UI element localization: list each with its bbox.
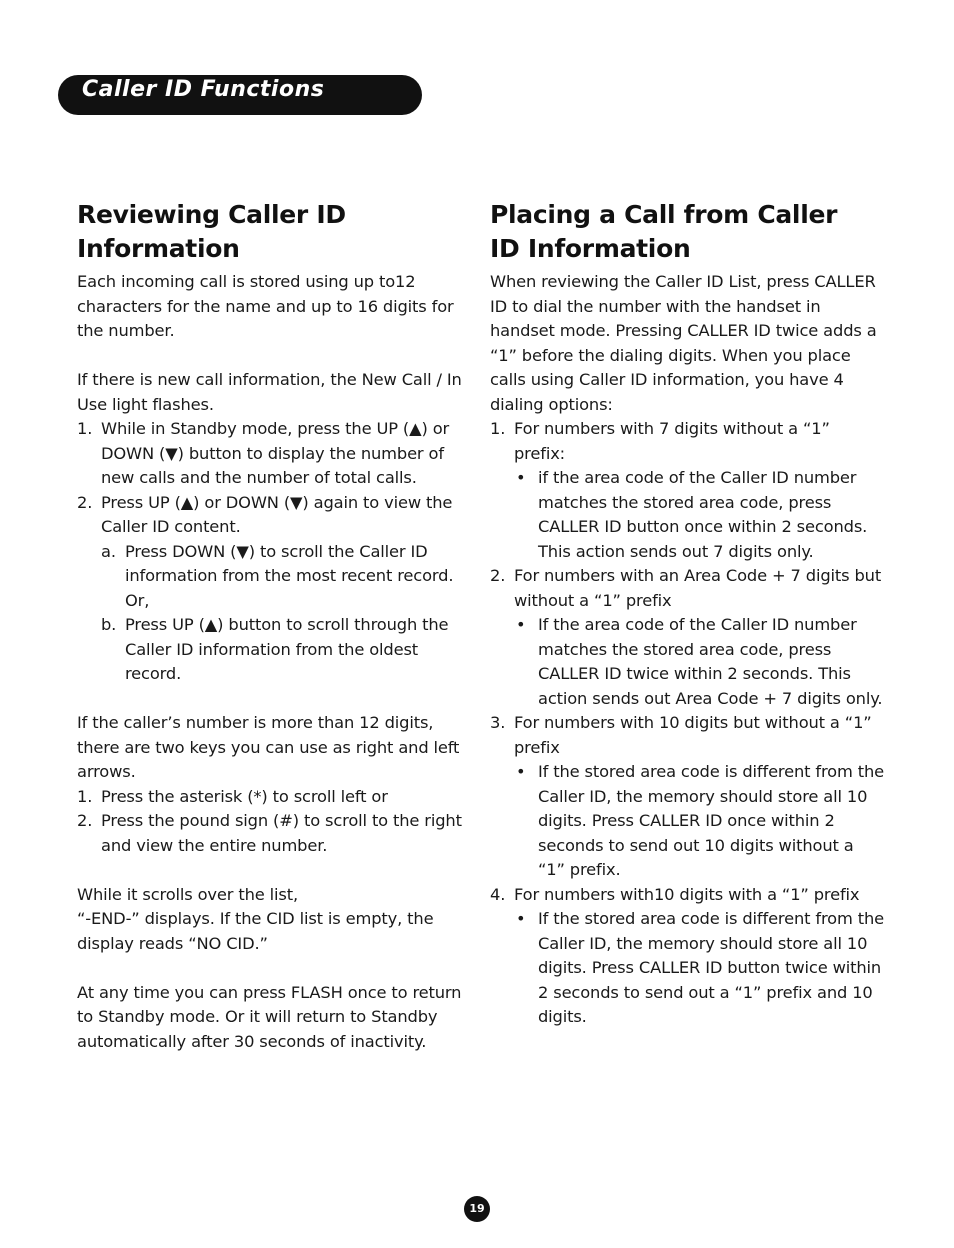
scroll-paragraph-line-2: “-END-” displays. If the CID list is empty, the display reads “NO CID.” — [77, 909, 434, 953]
list-text: Press UP (▲) button to scroll through the Caller ID information from the oldest record. — [125, 615, 449, 683]
list-item — [490, 564, 885, 613]
bullet-icon: • — [516, 468, 526, 487]
list-text: For numbers with an Area Code + 7 digits but without a “1” prefix — [514, 566, 882, 610]
list-marker: 4. — [490, 884, 506, 904]
section-header — [58, 75, 422, 115]
right-heading — [490, 198, 885, 266]
bullet-item — [514, 907, 885, 1030]
right-column — [490, 198, 885, 1030]
right-intro: When reviewing the Caller ID List, press CALLER ID to dial the number with the handset in handset mode. Pressing CALLER ID twice adds a “1” before the dialing digits. When you place calls using Caller ID information, you have 4 dialing options: — [490, 272, 877, 414]
list-marker: 3. — [490, 713, 506, 732]
bullet-icon: • — [516, 615, 526, 634]
list-text: Press DOWN (▼) to scroll the Caller ID information from the most recent record. Or, — [125, 541, 454, 610]
left-heading-line-1: Reviewing Caller ID — [77, 200, 346, 229]
bullet-item — [514, 466, 885, 564]
list-text: Press the asterisk (*) to scroll left or — [101, 786, 388, 806]
list-text: Press the pound sign (#) to scroll to the right and view the entire number. — [101, 811, 462, 855]
section-title: Caller ID Functions — [82, 77, 325, 102]
left-intro: Each incoming call is stored using up to12 characters for the name and up to 16 digits for the number. — [77, 272, 454, 340]
list-item — [77, 809, 472, 858]
right-heading-line-1: Placing a Call from Caller — [490, 200, 838, 229]
bullet-text: if the area code of the Caller ID number matches the stored area code, press CALLER ID button once within 2 seconds. This action sends out 7 digits only. — [538, 468, 868, 561]
list-text: For numbers with 10 digits but without a “1” prefix — [514, 713, 872, 757]
bullet-item — [514, 760, 885, 883]
left-column — [77, 198, 472, 1054]
list-item — [77, 785, 472, 810]
sub-list-item — [101, 613, 472, 687]
list-marker: 2. — [490, 566, 506, 585]
long-number-paragraph: If the caller’s number is more than 12 digits, there are two keys you can use as right and left arrows. — [77, 713, 460, 781]
list-marker: 1. — [490, 419, 506, 438]
list-item — [77, 417, 472, 491]
new-call-paragraph: If there is new call information, the New Call / In Use light flashes. — [77, 370, 462, 414]
right-heading-line-2: ID Information — [490, 234, 691, 263]
list-marker: 1. — [77, 786, 93, 806]
list-text: For numbers with 7 digits without a “1” prefix: — [514, 419, 830, 463]
bullet-icon: • — [516, 909, 526, 928]
bullet-item — [514, 613, 885, 711]
list-item — [490, 711, 885, 760]
list-marker: 2. — [77, 492, 93, 512]
list-marker: 2. — [77, 811, 93, 830]
bullet-text: If the stored area code is different from the Caller ID, the memory should store all 10 digits. Press CALLER ID once within 2 seconds to send out 10 digits without a “1” prefix. — [538, 762, 884, 879]
left-heading-line-2: Information — [77, 234, 240, 263]
list-item — [490, 883, 885, 908]
list-item — [490, 417, 885, 466]
list-text: Press UP (▲) or DOWN (▼) again to view the Caller ID content. — [101, 492, 453, 536]
list-marker: a. — [101, 541, 116, 561]
list-text: For numbers with10 digits with a “1” prefix — [514, 884, 860, 904]
left-heading — [77, 198, 472, 266]
bullet-text: If the stored area code is different from the Caller ID, the memory should store all 10 digits. Press CALLER ID button twice within 2 seconds to send out a “1” prefix and 10 digits. — [538, 909, 884, 1026]
list-marker: 1. — [77, 419, 93, 438]
sub-list-item — [101, 540, 472, 614]
list-text: While in Standby mode, press the UP (▲) or DOWN (▼) button to display the number of new calls and the number of total calls. — [101, 419, 450, 487]
flash-paragraph: At any time you can press FLASH once to return to Standby mode. Or it will return to Standby automatically after 30 seconds of inactivity. — [77, 982, 462, 1051]
scroll-paragraph-line-1: While it scrolls over the list, — [77, 884, 298, 904]
bullet-text: If the area code of the Caller ID number matches the stored area code, press CALLER ID twice within 2 seconds. This action sends out Area Code + 7 digits only. — [538, 615, 883, 708]
bullet-icon: • — [516, 762, 526, 781]
list-item — [77, 491, 472, 540]
list-marker: b. — [101, 615, 117, 634]
page-number: 19 — [464, 1196, 490, 1222]
